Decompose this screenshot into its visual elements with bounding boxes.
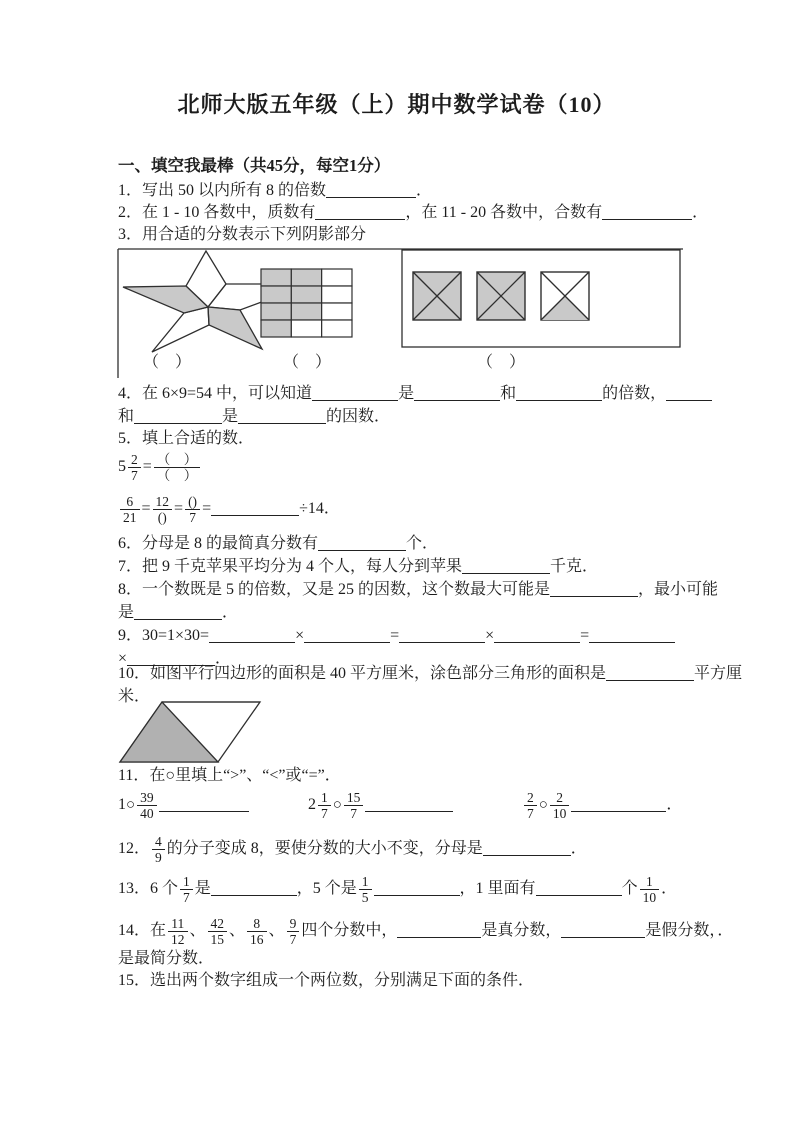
text: ，1 里面有 [459, 880, 536, 898]
grid-cell [261, 303, 291, 320]
question-3 [118, 224, 366, 246]
page-title [0, 94, 793, 116]
answer-blank [209, 627, 295, 643]
text: 13．6 个 [118, 880, 179, 898]
text: 平方厘 [694, 665, 743, 682]
shaded-triangle [120, 702, 218, 762]
text: 是 [398, 385, 415, 402]
fraction-numerator: 42 [210, 916, 225, 931]
fraction-numerator: 8 [253, 916, 261, 931]
text: ． [570, 840, 587, 858]
answer-blank [536, 880, 622, 896]
text: 是真分数， [481, 922, 562, 940]
text: = [142, 458, 152, 476]
fraction-denominator: 12 [168, 931, 188, 947]
fraction [287, 916, 300, 947]
fraction [344, 790, 364, 821]
answer-paren-grid [283, 352, 331, 374]
text: = [580, 627, 590, 644]
text: 和 [118, 408, 135, 425]
answer-blank [134, 408, 222, 424]
text: ． [661, 880, 678, 898]
text: ． [215, 650, 232, 667]
fraction-shading-figure [110, 245, 690, 380]
fraction [128, 452, 141, 483]
text: = [174, 500, 184, 518]
text: ． [666, 796, 683, 814]
fraction-denominator: 10 [640, 889, 660, 905]
answer-blank [483, 840, 571, 856]
answer-blank [318, 535, 406, 551]
text: × [118, 650, 128, 667]
question-11 [118, 765, 341, 787]
text: ． [692, 204, 709, 221]
text: 个． [406, 535, 439, 552]
text: = [390, 627, 400, 644]
grid-cell [261, 286, 291, 303]
text: = [202, 500, 212, 518]
text: 是 [222, 408, 239, 425]
text: 的因数． [326, 408, 391, 425]
text: （ ） [143, 354, 192, 371]
question-13 [118, 874, 677, 905]
answer-blank [571, 796, 666, 812]
fraction-numerator: 9 [289, 916, 297, 931]
answer-blank [159, 796, 249, 812]
answer-blank [494, 627, 580, 643]
fraction [168, 916, 188, 947]
fraction-denominator: 10 [550, 805, 570, 821]
text: 是最简分数． [118, 950, 215, 967]
answer-blank [211, 500, 299, 516]
question-14-line2 [118, 948, 214, 970]
text: ÷14． [299, 500, 340, 518]
fraction-numerator: 2 [131, 452, 138, 467]
text: 是 [194, 880, 211, 898]
fraction-denominator: 7 [180, 889, 193, 905]
question-1 [118, 180, 432, 202]
answer-blank [238, 408, 326, 424]
text: 10．如图平行四边形的面积是 40 平方厘米，涂色部分三角形的面积是 [118, 665, 607, 682]
text: = [141, 500, 151, 518]
text: ． [416, 182, 433, 199]
answer-blank [550, 581, 638, 597]
text: ，最小可能 [638, 581, 719, 598]
text: （ ） [477, 354, 526, 371]
text: 是 [118, 604, 135, 621]
text: 四个分数中， [301, 922, 398, 940]
fraction-numerator: 1 [645, 874, 653, 889]
text: 5．填上合适的数． [118, 430, 255, 447]
text: 12． [118, 840, 151, 858]
fraction [153, 494, 173, 525]
fraction [154, 452, 201, 483]
answer-blank [365, 796, 453, 812]
text: 6．分母是 8 的最简真分数有 [118, 535, 319, 552]
question-9-line1 [118, 625, 675, 647]
answer-paren-star [143, 352, 191, 374]
answer-blank [589, 627, 675, 643]
fraction-denominator: （ ） [154, 467, 201, 483]
fraction [180, 874, 193, 905]
question-2 [118, 202, 708, 224]
grid-figure [261, 269, 352, 337]
answer-blank [312, 385, 398, 401]
fraction [152, 834, 165, 865]
answer-blank [399, 627, 485, 643]
fraction-denominator: 7 [185, 509, 200, 525]
fraction-numerator: 11 [171, 916, 185, 931]
fraction-denominator: 7 [128, 467, 141, 483]
text: × [485, 627, 495, 644]
question-6 [118, 533, 438, 555]
grid-cell [291, 286, 321, 303]
text: 是假分数， [645, 922, 718, 940]
text: 15．选出两个数字组成一个两位数，分别满足下面的条件． [118, 972, 535, 989]
fraction-denominator: 40 [137, 805, 157, 821]
fraction-denominator: 5 [359, 889, 372, 905]
fraction-denominator: 7 [344, 805, 364, 821]
fraction-numerator: （ ） [156, 452, 198, 467]
fraction-numerator: 1 [321, 790, 328, 805]
text: 的倍数， [602, 385, 667, 402]
grid-cell [291, 320, 321, 337]
answer-blank [397, 922, 481, 938]
text: × [295, 627, 305, 644]
answer-blank [606, 665, 694, 681]
question-5 [118, 428, 254, 450]
text: ，5 个是 [296, 880, 357, 898]
question-15 [118, 970, 534, 992]
question-11-item3 [522, 790, 682, 821]
question-12 [118, 834, 587, 865]
text: 5 [118, 458, 126, 476]
text: ． [717, 922, 734, 940]
grid-cell [261, 269, 291, 286]
fraction [185, 494, 200, 525]
text: 、 [189, 922, 206, 940]
fraction [524, 790, 537, 821]
answer-blank [414, 385, 500, 401]
question-5-eq1 [118, 452, 202, 483]
text: 1．写出 50 以内所有 8 的倍数 [118, 182, 327, 199]
answer-blank [516, 385, 602, 401]
question-14-line1 [118, 916, 733, 947]
fraction-denominator: 15 [208, 931, 228, 947]
fraction-denominator: 7 [287, 931, 300, 947]
comparison-circle: ○ [126, 797, 136, 814]
question-5-eq2 [118, 494, 340, 525]
text: 3．用合适的分数表示下列阴影部分 [118, 226, 367, 243]
text: 和 [500, 385, 517, 402]
answer-blank [374, 880, 460, 896]
text: ，在 11 - 20 各数中，合数有 [405, 204, 603, 221]
fraction-denominator: 21 [120, 509, 140, 525]
answer-blank [462, 558, 550, 574]
fraction-numerator: 15 [346, 790, 361, 805]
text: 一、填空我最棒（共45分，每空1分） [118, 156, 391, 175]
text: 2．在 1 - 10 各数中，质数有 [118, 204, 316, 221]
fraction [208, 916, 228, 947]
fraction-denominator: 7 [318, 805, 331, 821]
text: 2 [308, 796, 316, 814]
fraction-numerator: 12 [155, 494, 170, 509]
grid-cell [322, 320, 352, 337]
grid-cell [261, 320, 291, 337]
answer-blank [304, 627, 390, 643]
comparison-circle: ○ [538, 797, 548, 814]
text: 的分子变成 8，要使分数的大小不变，分母是 [166, 840, 483, 858]
fraction-numerator: 2 [556, 790, 563, 805]
text: 4．在 6×9=54 中，可以知道 [118, 385, 313, 402]
fraction-numerator: 1 [183, 874, 190, 889]
question-10-line1 [118, 663, 742, 685]
text: 14．在 [118, 922, 167, 940]
text: ． [222, 604, 239, 621]
text: 11．在○里填上“>”、“<”或“=”． [118, 767, 341, 784]
answer-paren-squares [477, 352, 525, 374]
fraction [359, 874, 372, 905]
fraction-denominator: 7 [524, 805, 537, 821]
grid-cell [322, 269, 352, 286]
question-8-line2 [118, 602, 238, 624]
text: 千克． [550, 558, 599, 575]
answer-blank [602, 204, 692, 220]
squares-figure [413, 272, 589, 320]
text: （ ） [283, 354, 332, 371]
grid-cell [322, 286, 352, 303]
answer-blank [666, 385, 712, 401]
text: 1 [118, 796, 126, 814]
text: 9．30=1×30= [118, 627, 210, 644]
grid-cell [291, 269, 321, 286]
text: 8．一个数既是 5 的倍数，又是 25 的因数，这个数最大可能是 [118, 581, 551, 598]
fraction [120, 494, 140, 525]
fraction-numerator: 4 [155, 834, 162, 849]
question-11-item1 [118, 790, 249, 821]
fraction [640, 874, 660, 905]
answer-blank [315, 204, 405, 220]
fraction-numerator: 2 [527, 790, 534, 805]
fraction-denominator: 9 [152, 849, 165, 865]
fraction [247, 916, 267, 947]
text: 北师大版五年级（上）期中数学试卷（10） [177, 92, 616, 117]
fraction-numerator: 6 [126, 494, 134, 509]
text: 米． [118, 688, 151, 705]
fraction [137, 790, 157, 821]
fraction-numerator: 39 [140, 790, 154, 805]
text: 、 [268, 922, 285, 940]
answer-blank [211, 880, 297, 896]
fraction [550, 790, 570, 821]
answer-blank [561, 922, 645, 938]
text: 、 [229, 922, 246, 940]
text: 个 [621, 880, 638, 898]
text: 7．把 9 千克苹果平均分为 4 个人，每人分到苹果 [118, 558, 463, 575]
grid-cell [322, 303, 352, 320]
section-heading [118, 155, 390, 177]
question-4-line1 [118, 383, 712, 405]
question-10-line2 [118, 686, 150, 708]
fraction-numerator: () [188, 494, 198, 509]
fraction [318, 790, 331, 821]
fraction-denominator: 16 [247, 931, 267, 947]
comparison-circle: ○ [332, 797, 342, 814]
question-8-line1 [118, 579, 718, 601]
fraction-numerator: 1 [361, 874, 369, 889]
question-11-item2 [308, 790, 453, 821]
question-7 [118, 556, 598, 578]
fraction-denominator: () [153, 509, 173, 525]
question-4-line2 [118, 406, 390, 428]
answer-blank [134, 604, 222, 620]
grid-cell [291, 303, 321, 320]
answer-blank [326, 182, 416, 198]
